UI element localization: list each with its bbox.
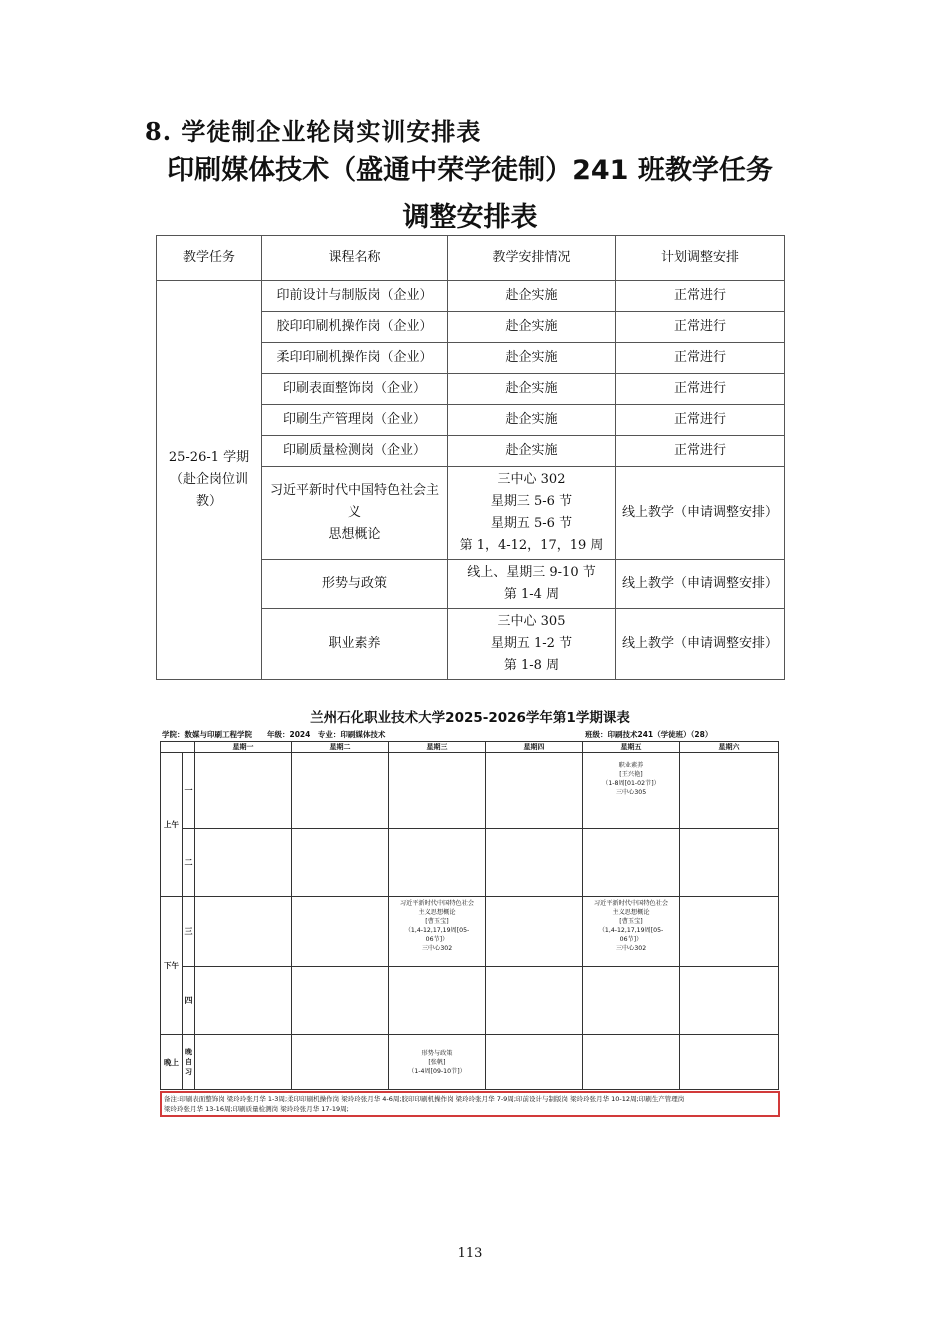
plan-cell: 正常进行 bbox=[616, 312, 785, 343]
table-row bbox=[157, 281, 785, 312]
course-text: （1,4-12,17,19周[05- bbox=[598, 927, 664, 934]
timetable-notes bbox=[160, 1091, 780, 1117]
course-text: 三中心305 bbox=[615, 789, 647, 796]
timetable-cell-course bbox=[583, 753, 680, 829]
group-evening: 晚上 bbox=[161, 1035, 183, 1090]
timetable-cell bbox=[680, 829, 779, 897]
course-text: 习近平新时代中国特色社会 bbox=[593, 900, 669, 907]
timetable-cell-course bbox=[389, 897, 486, 967]
day-header: 星期二 bbox=[292, 742, 389, 753]
arrangement-line: 线上、星期三 9-10 节 bbox=[467, 565, 596, 580]
arrangement-cell: 赴企实施 bbox=[448, 312, 616, 343]
timetable-cell bbox=[195, 897, 292, 967]
timetable-cell bbox=[486, 967, 583, 1035]
course-text: [曹玉宝] bbox=[619, 918, 643, 925]
arrangement-cell: 赴企实施 bbox=[448, 374, 616, 405]
timetable-cell bbox=[680, 753, 779, 829]
timetable-cell bbox=[292, 829, 389, 897]
timetable-cell bbox=[486, 829, 583, 897]
course-cell: 印刷表面整饰岗（企业） bbox=[262, 374, 448, 405]
period-label: 三 bbox=[183, 897, 195, 967]
arrangement-cell bbox=[448, 609, 616, 680]
task-line: （赴企岗位训教） bbox=[169, 472, 248, 509]
timetable-header-row bbox=[161, 742, 779, 753]
header-task: 教学任务 bbox=[157, 236, 262, 281]
timetable-meta bbox=[160, 728, 780, 741]
arrangement-line: 第 1，4-12，17，19 周 bbox=[459, 538, 604, 553]
timetable-cell bbox=[292, 967, 389, 1035]
group-afternoon: 下午 bbox=[161, 897, 183, 1035]
course-cell: 印刷生产管理岗（企业） bbox=[262, 405, 448, 436]
course-text: 三中心302 bbox=[421, 945, 453, 952]
course-text: [曹玉宝] bbox=[425, 918, 449, 925]
timetable-cell bbox=[195, 753, 292, 829]
course-text: [张帆] bbox=[428, 1058, 446, 1066]
arrangement-cell: 赴企实施 bbox=[448, 436, 616, 467]
day-header: 星期五 bbox=[583, 742, 680, 753]
course-cell: 职业素养 bbox=[262, 609, 448, 680]
course-cell bbox=[262, 467, 448, 560]
timetable-cell bbox=[292, 753, 389, 829]
timetable-meta-right: 班级：印刷技术241（学徒班）（28） bbox=[585, 730, 713, 739]
arrangement-cell: 赴企实施 bbox=[448, 343, 616, 374]
timetable-cell-course bbox=[389, 1035, 486, 1090]
arrangement-cell bbox=[448, 560, 616, 609]
plan-cell: 线上教学（申请调整安排） bbox=[616, 560, 785, 609]
timetable-cell bbox=[195, 1035, 292, 1090]
header-arrangement: 教学安排情况 bbox=[448, 236, 616, 281]
timetable-cell-course bbox=[583, 897, 680, 967]
course-cell: 柔印印刷机操作岗（企业） bbox=[262, 343, 448, 374]
timetable-cell bbox=[486, 753, 583, 829]
course-text: 形势与政策 bbox=[421, 1049, 453, 1057]
course-text: 职业素养 bbox=[618, 762, 644, 769]
course-cell: 印前设计与制版岗（企业） bbox=[262, 281, 448, 312]
notes-line: 备注:印刷表面整饰岗 梁玲玲张月华 1-3周;柔印印刷机操作岗 梁玲玲张月华 4-6周;胶印印刷机操作岗 梁玲玲张月华 7-9周;印前设计与制版岗 梁玲玲张月华 10-12周;印刷生产管理岗 bbox=[164, 1095, 685, 1103]
course-text: 主义思想概论 bbox=[418, 909, 456, 916]
group-morning: 上午 bbox=[161, 753, 183, 897]
plan-cell: 正常进行 bbox=[616, 343, 785, 374]
arrangement-line: 第 1-4 周 bbox=[503, 587, 560, 602]
class-timetable bbox=[160, 708, 780, 1117]
timetable-cell bbox=[389, 753, 486, 829]
header-course: 课程名称 bbox=[262, 236, 448, 281]
timetable-cell bbox=[292, 897, 389, 967]
timetable-title: 兰州石化职业技术大学2025-2026学年第1学期课表 bbox=[310, 710, 630, 726]
document-title-line-2: 调整安排表 bbox=[402, 202, 538, 233]
day-header: 星期三 bbox=[389, 742, 486, 753]
arrangement-line: 星期三 5-6 节 bbox=[490, 494, 573, 509]
page-number: 113 bbox=[457, 1246, 483, 1261]
plan-cell: 正常进行 bbox=[616, 405, 785, 436]
course-line: 思想概论 bbox=[328, 527, 381, 542]
course-cell: 形势与政策 bbox=[262, 560, 448, 609]
teaching-task-table bbox=[156, 235, 785, 680]
timetable-cell bbox=[680, 1035, 779, 1090]
arrangement-cell: 赴企实施 bbox=[448, 281, 616, 312]
course-text: 06节]） bbox=[619, 936, 643, 943]
arrangement-line: 星期五 1-2 节 bbox=[490, 636, 573, 651]
timetable-meta-left: 学院：数媒与印刷工程学院 年级：2024 专业：印刷媒体技术 bbox=[162, 730, 386, 739]
timetable-cell bbox=[486, 1035, 583, 1090]
course-text: 06节]） bbox=[425, 936, 449, 943]
task-cell bbox=[157, 281, 262, 680]
task-line: 25-26-1 学期 bbox=[168, 450, 250, 465]
course-cell: 印刷质量检测岗（企业） bbox=[262, 436, 448, 467]
period-label: 四 bbox=[183, 967, 195, 1035]
arrangement-cell bbox=[448, 467, 616, 560]
period-label: 一 bbox=[183, 753, 195, 829]
arrangement-line: 三中心 305 bbox=[497, 614, 566, 629]
timetable-cell bbox=[389, 829, 486, 897]
timetable-cell bbox=[583, 829, 680, 897]
timetable-row bbox=[161, 967, 779, 1035]
period-label: 晚自习 bbox=[183, 1035, 195, 1090]
timetable-cell bbox=[195, 967, 292, 1035]
plan-cell: 线上教学（申请调整安排） bbox=[616, 609, 785, 680]
course-text: 三中心302 bbox=[615, 945, 647, 952]
notes-line: 梁玲玲张月华 13-16周;印刷质量检测岗 梁玲玲张月华 17-19周; bbox=[164, 1105, 349, 1113]
timetable-row bbox=[161, 897, 779, 967]
timetable-cell bbox=[292, 1035, 389, 1090]
day-header: 星期四 bbox=[486, 742, 583, 753]
course-text: （1,4-12,17,19周[05- bbox=[404, 927, 470, 934]
arrangement-line: 第 1-8 周 bbox=[503, 658, 560, 673]
period-label: 二 bbox=[183, 829, 195, 897]
timetable-cell bbox=[583, 967, 680, 1035]
timetable-cell bbox=[583, 1035, 680, 1090]
section-title: 8. 学徒制企业轮岗实训安排表 bbox=[145, 117, 482, 146]
course-text: （1-8周[01-02节]） bbox=[602, 780, 660, 787]
plan-cell: 正常进行 bbox=[616, 374, 785, 405]
table-header-row bbox=[157, 236, 785, 281]
course-text: 主义思想概论 bbox=[612, 909, 650, 916]
arrangement-cell: 赴企实施 bbox=[448, 405, 616, 436]
course-text: 习近平新时代中国特色社会 bbox=[399, 900, 475, 907]
course-line: 习近平新时代中国特色社会主义 bbox=[269, 483, 439, 520]
timetable-row bbox=[161, 1035, 779, 1090]
arrangement-line: 星期五 5-6 节 bbox=[490, 516, 573, 531]
document-title-line-1: 印刷媒体技术（盛通中荣学徒制）241 班教学任务 bbox=[167, 155, 773, 186]
timetable-cell bbox=[389, 967, 486, 1035]
timetable-row bbox=[161, 829, 779, 897]
corner-cell bbox=[161, 742, 195, 753]
arrangement-line: 三中心 302 bbox=[497, 472, 566, 487]
timetable-grid bbox=[160, 741, 779, 1090]
timetable-cell bbox=[680, 967, 779, 1035]
course-text: [王兴艳] bbox=[619, 771, 643, 778]
course-text: （1-4周[09-10节]） bbox=[408, 1067, 466, 1075]
plan-cell: 正常进行 bbox=[616, 281, 785, 312]
plan-cell: 正常进行 bbox=[616, 436, 785, 467]
day-header: 星期六 bbox=[680, 742, 779, 753]
timetable-cell bbox=[680, 897, 779, 967]
timetable-cell bbox=[195, 829, 292, 897]
header-plan: 计划调整安排 bbox=[616, 236, 785, 281]
timetable-row bbox=[161, 753, 779, 829]
day-header: 星期一 bbox=[195, 742, 292, 753]
plan-cell: 线上教学（申请调整安排） bbox=[616, 467, 785, 560]
timetable-cell bbox=[486, 897, 583, 967]
course-cell: 胶印印刷机操作岗（企业） bbox=[262, 312, 448, 343]
